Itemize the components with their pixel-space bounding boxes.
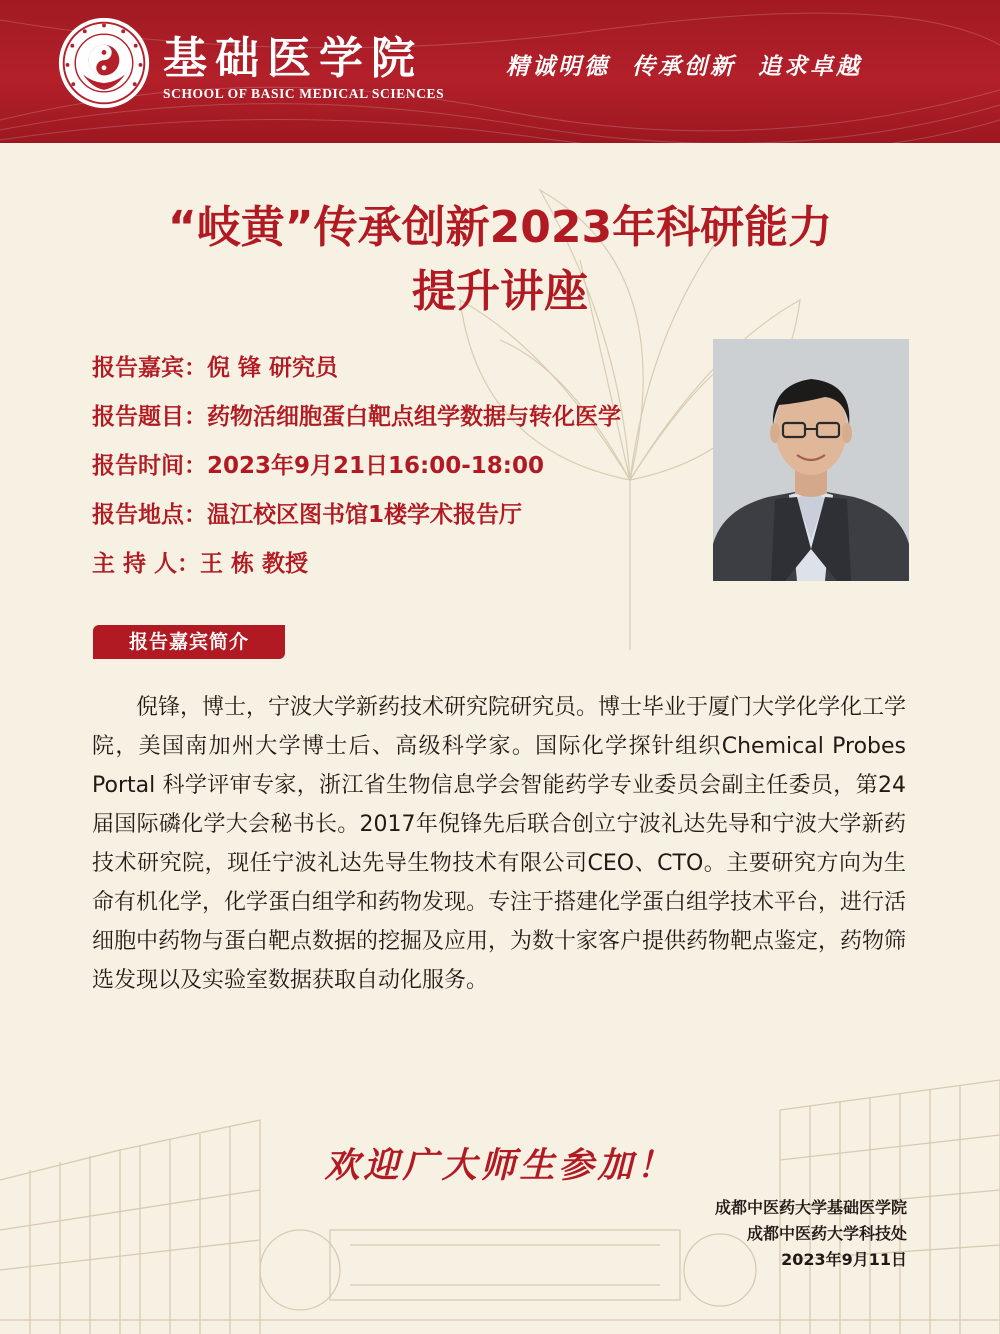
info-label: 报告地点：: [92, 502, 207, 528]
organizer-footer: [587, 1195, 907, 1273]
organizer-1: 成都中医药大学基础医学院: [714, 1198, 907, 1217]
lecture-info: [92, 348, 702, 593]
organizer-2: 成都中医药大学科技处: [746, 1224, 907, 1243]
header-band: [0, 0, 1000, 143]
school-motto: 精诚明德 传承创新 追求卓越: [506, 53, 863, 80]
title-line-1: “岐黄”传承创新2023年科研能力: [167, 202, 833, 253]
info-value: 药物活细胞蛋白靶点组学数据与转化医学: [207, 404, 621, 430]
speaker-portrait-icon: [713, 339, 909, 581]
info-label: 报告题目：: [92, 404, 207, 430]
school-name-cn: 基础医学院: [163, 33, 423, 84]
info-label: 报告时间：: [92, 453, 207, 479]
info-label: 报告嘉宾：: [92, 355, 207, 381]
section-badge: 报告嘉宾简介: [93, 625, 285, 659]
welcome-slogan: 欢迎广大师生参加！: [324, 1145, 676, 1186]
school-name-en: SCHOOL OF BASIC MEDICAL SCIENCES: [163, 86, 445, 101]
lecture-title: [40, 196, 960, 324]
info-time: [92, 446, 702, 495]
info-location: [92, 495, 702, 544]
info-label: 主 持 人：: [92, 551, 201, 577]
speaker-photo: [713, 339, 909, 581]
info-value: 倪 锋 研究员: [207, 355, 339, 381]
info-value: 2023年9月21日16:00-18:00: [207, 453, 544, 479]
info-value: 王 栋 教授: [200, 551, 309, 577]
info-topic: [92, 397, 702, 446]
info-speaker: [92, 348, 702, 397]
title-line-2: 提升讲座: [412, 266, 588, 317]
university-seal-icon: [56, 15, 152, 111]
info-host: [92, 544, 702, 593]
info-value: 温江校区图书馆1楼学术报告厅: [207, 502, 523, 528]
issue-date: 2023年9月11日: [781, 1250, 907, 1269]
speaker-bio: 倪锋，博士，宁波大学新药技术研究院研究员。博士毕业于厦门大学化学化工学院，美国南加州大学博士后、高级科学家。国际化学探针组织Chemical Probes Portal 科学评审专家，浙江省生物信息学会智能药学专业委员会副主任委员，第24届国际磷化学大会秘书长。2017年倪锋先后联合创立宁波礼达先导和宁波大学新药技术研究院，现任宁波礼达先导生物技术有限公司CEO、CTO。主要研究方向为生命有机化学，化学蛋白组学和药物发现。专注于搭建化学蛋白组学技术平台，进行活细胞中药物与蛋白靶点数据的挖掘及应用，为数十家客户提供药物靶点鉴定，药物筛选发现以及实验室数据获取自动化服务。: [92, 695, 907, 993]
